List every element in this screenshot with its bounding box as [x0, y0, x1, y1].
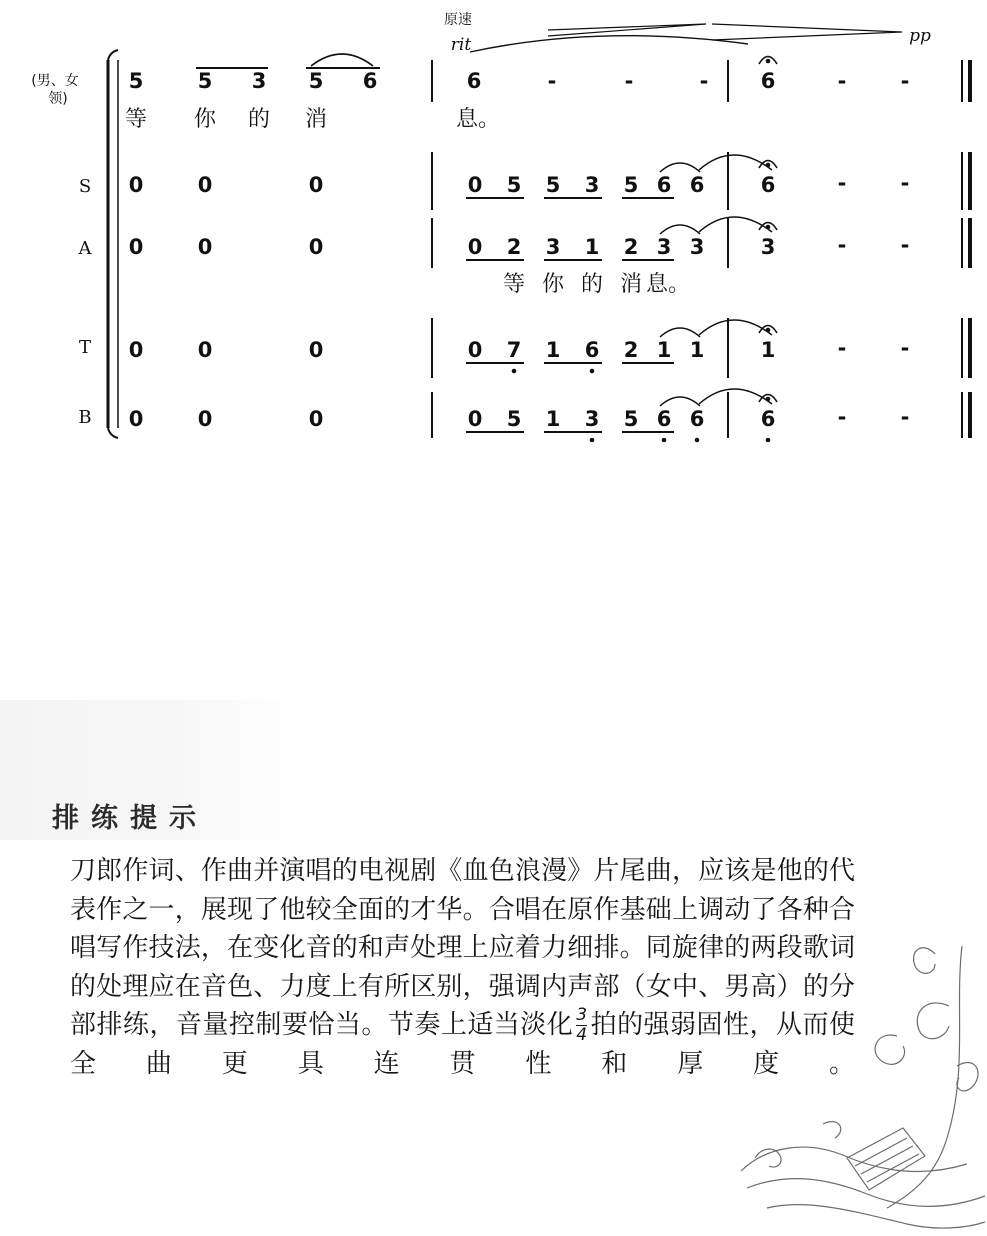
solo-note: 6 — [466, 69, 482, 93]
solo-note: 3 — [251, 69, 267, 93]
fermata-dot — [766, 397, 771, 402]
alto-lyric: 等 — [502, 272, 526, 297]
sustain-dash: - — [900, 405, 910, 429]
slur-curve — [470, 36, 748, 52]
bass-note: 6 — [689, 407, 705, 431]
soprano-note: 0 — [467, 173, 483, 197]
tie-arc — [660, 397, 700, 406]
bass-note: 5 — [623, 407, 639, 431]
rest-digit: 0 — [197, 407, 213, 431]
tie-arc — [311, 54, 373, 66]
rest-digit: 0 — [128, 173, 144, 197]
fraction-numerator: 3 — [576, 1005, 588, 1025]
solo-note: - — [624, 69, 634, 93]
rest-digit: 0 — [197, 173, 213, 197]
fraction-denominator: 4 — [576, 1025, 588, 1045]
alto-note: 0 — [467, 235, 483, 259]
solo-note: 5 — [128, 69, 144, 93]
fermata-dot — [766, 59, 771, 64]
soprano-note: 6 — [656, 173, 672, 197]
soprano-note: 5 — [506, 173, 522, 197]
soprano-note: 6 — [689, 173, 705, 197]
tenor-note: 7 — [506, 338, 522, 362]
solo-voice-label: (男、女 — [31, 73, 79, 89]
sustain-dash: - — [900, 233, 910, 257]
tie-arc — [699, 217, 772, 232]
floral-ornament — [727, 926, 987, 1236]
voice-letter: A — [78, 238, 92, 259]
fermata-dot — [766, 328, 771, 333]
tips-text-part1: 刀郎作词、作曲并演唱的电视剧《血色浪漫》片尾曲，应该是他的代表作之一，展现了他较全面的才华。合唱在原作基础上调动了各种合唱写作技法，在变化音的和声处理上应着力细排。同旋律的两段歌词的处理应在音色、力度上有所区别，强调内声部（女中、男高）的分部排练，音量控制要恰当。节奏上适当淡化 — [70, 856, 855, 1040]
voice-letter: T — [78, 337, 92, 358]
solo-note: 6 — [362, 69, 378, 93]
alto-note: 3 — [760, 235, 776, 259]
alto-lyric: 息。 — [645, 272, 691, 297]
rest-digit: 0 — [308, 173, 324, 197]
sustain-dash: - — [900, 336, 910, 360]
tenor-note: 1 — [545, 338, 561, 362]
diminuendo-hairpin — [548, 24, 706, 36]
tie-arc — [660, 163, 700, 172]
rest-digit: 0 — [128, 235, 144, 259]
sustain-dash: - — [900, 171, 910, 195]
rest-digit: 0 — [197, 338, 213, 362]
time-signature-fraction — [576, 1006, 587, 1045]
soprano-note: 6 — [760, 173, 776, 197]
alto-note: 3 — [689, 235, 705, 259]
alto-note: 1 — [584, 235, 600, 259]
sustain-dash: - — [837, 405, 847, 429]
solo-lyric: 你 — [193, 107, 217, 132]
tempo-marking: 原速 — [444, 12, 472, 28]
solo-note: 5 — [197, 69, 213, 93]
bass-note: 6 — [656, 407, 672, 431]
bass-note: 5 — [506, 407, 522, 431]
solo-note: - — [900, 69, 910, 93]
low-octave-dot — [695, 438, 700, 443]
rest-digit: 0 — [308, 235, 324, 259]
rest-digit: 0 — [128, 407, 144, 431]
tie-arc — [699, 320, 772, 335]
low-octave-dot — [512, 369, 517, 374]
bracket-hook-bottom — [108, 428, 118, 438]
bass-note: 0 — [467, 407, 483, 431]
soprano-note: 3 — [584, 173, 600, 197]
diminuendo-hairpin-2 — [712, 24, 902, 40]
tie-arc — [660, 328, 700, 337]
rest-digit: 0 — [197, 235, 213, 259]
dynamic-marking: pp — [909, 26, 931, 46]
tie-arc — [699, 389, 772, 404]
alto-note: 2 — [506, 235, 522, 259]
solo-lyric: 息。 — [455, 107, 501, 132]
voice-letter: S — [78, 176, 92, 197]
rest-digit: 0 — [308, 407, 324, 431]
sustain-dash: - — [837, 233, 847, 257]
bass-note: 1 — [545, 407, 561, 431]
solo-lyric: 消 — [304, 107, 328, 132]
alto-lyric: 的 — [580, 272, 604, 297]
tips-text-part2: 拍的强弱固性，从而使全曲更具连贯性和厚度。 — [70, 1010, 855, 1079]
low-octave-dot — [590, 369, 595, 374]
alto-lyric: 你 — [541, 272, 565, 297]
soprano-note: 5 — [545, 173, 561, 197]
tie-arc — [660, 225, 700, 234]
bass-note: 3 — [584, 407, 600, 431]
voice-letter: B — [78, 407, 92, 428]
low-octave-dot — [590, 438, 595, 443]
tie-arc — [699, 155, 772, 170]
solo-note: 5 — [308, 69, 324, 93]
sustain-dash: - — [837, 336, 847, 360]
tenor-note: 1 — [656, 338, 672, 362]
alto-note: 2 — [623, 235, 639, 259]
solo-note: - — [547, 69, 557, 93]
rest-digit: 0 — [128, 338, 144, 362]
solo-voice-label: 领) — [48, 91, 68, 107]
alto-note: 3 — [656, 235, 672, 259]
fermata-dot — [766, 163, 771, 168]
section-title: 排练提示 — [52, 803, 208, 834]
soprano-note: 5 — [623, 173, 639, 197]
alto-note: 3 — [545, 235, 561, 259]
solo-note: - — [699, 69, 709, 93]
rit-marking: rit — [450, 35, 472, 55]
bracket-hook-top — [108, 50, 118, 60]
fermata-dot — [766, 225, 771, 230]
rest-digit: 0 — [308, 338, 324, 362]
alto-lyric: 消 — [619, 272, 643, 297]
bass-note: 6 — [760, 407, 776, 431]
tenor-note: 1 — [689, 338, 705, 362]
tenor-note: 1 — [760, 338, 776, 362]
music-score — [0, 0, 987, 460]
tenor-note: 0 — [467, 338, 483, 362]
tenor-note: 2 — [623, 338, 639, 362]
solo-lyric: 等 — [124, 107, 148, 132]
solo-note: 6 — [760, 69, 776, 93]
sustain-dash: - — [837, 171, 847, 195]
tenor-note: 6 — [584, 338, 600, 362]
solo-note: - — [837, 69, 847, 93]
low-octave-dot — [662, 438, 667, 443]
solo-lyric: 的 — [247, 107, 271, 132]
low-octave-dot — [766, 438, 771, 443]
